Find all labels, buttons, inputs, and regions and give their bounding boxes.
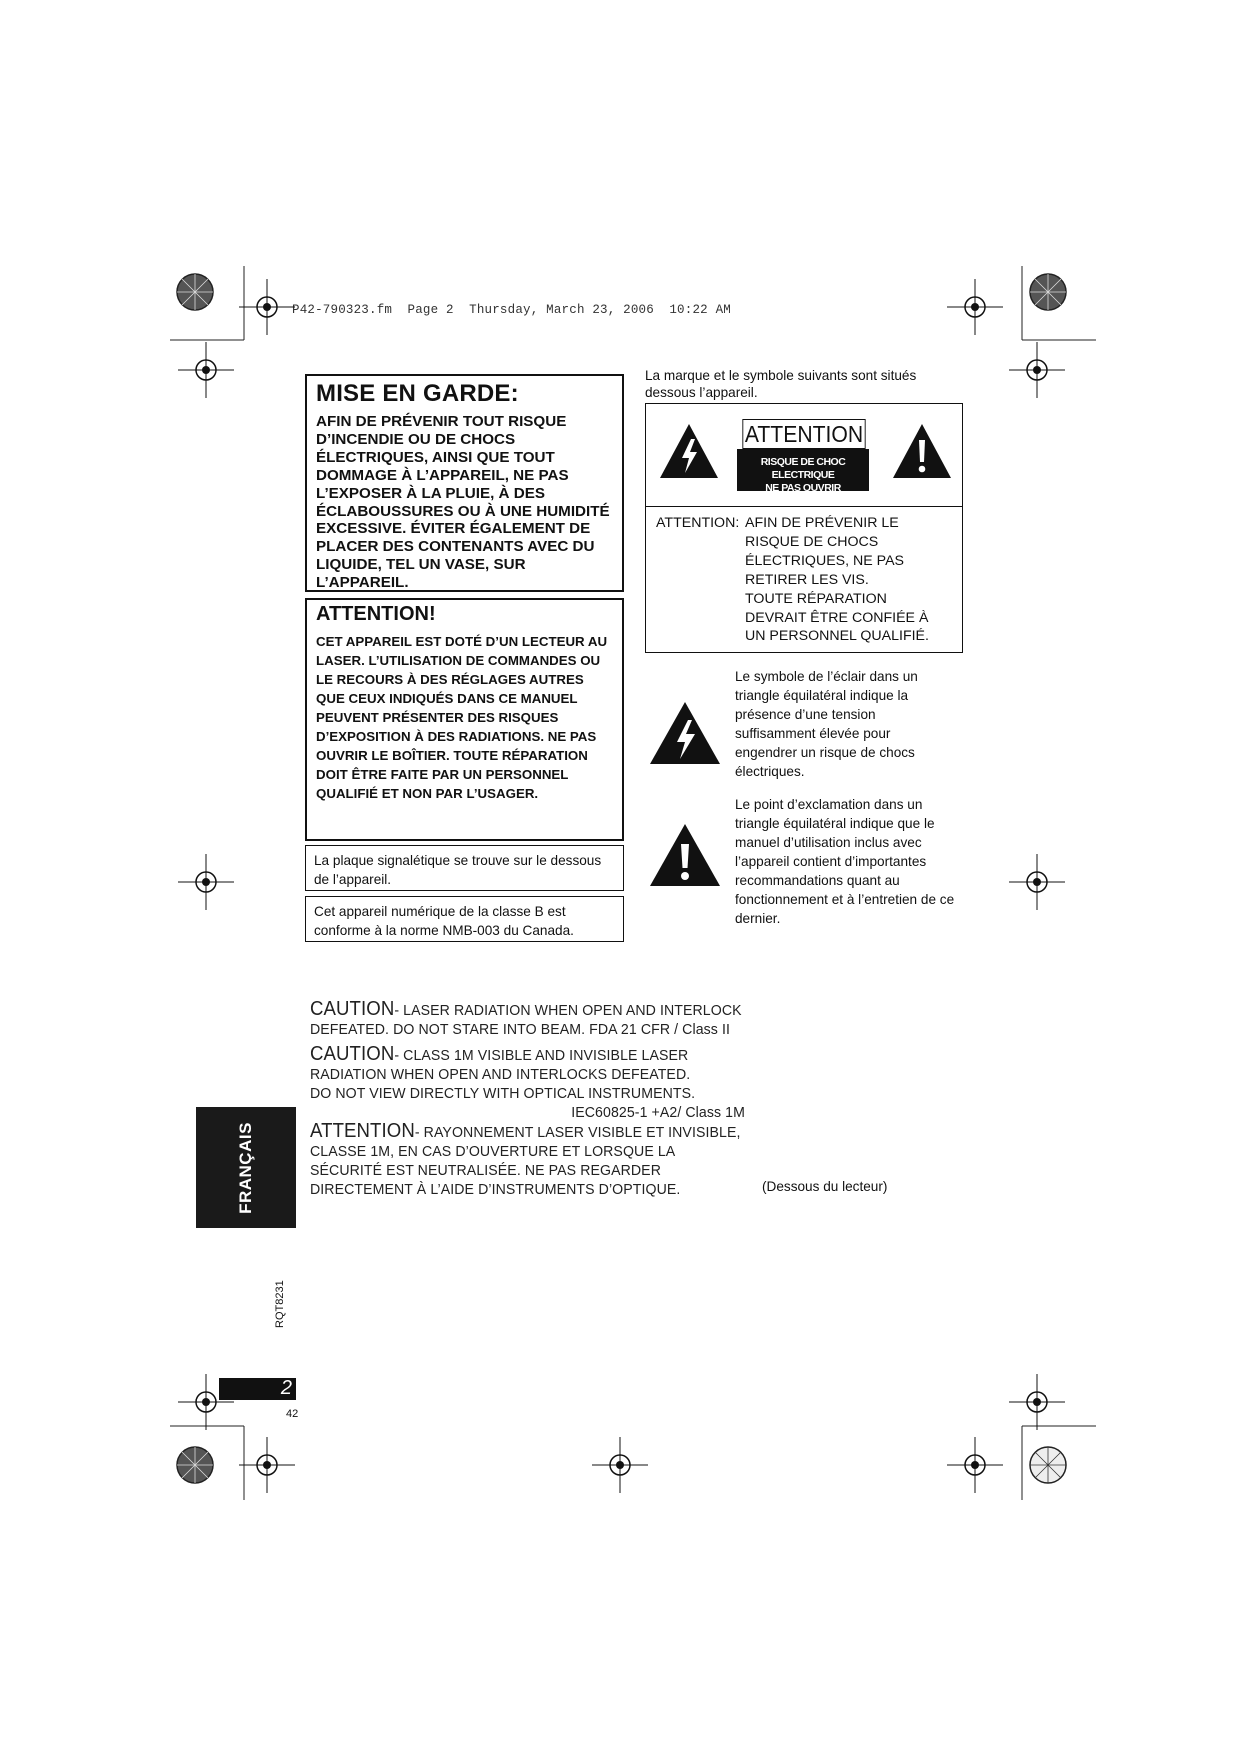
registration-mark-icon (945, 1435, 1005, 1495)
caution-line: SÉCURITÉ EST NEUTRALISÉE. NE PAS REGARDER (310, 1162, 661, 1179)
registration-mark-icon (1007, 1372, 1067, 1432)
registration-mark-icon (1007, 340, 1067, 400)
registration-mark-icon (945, 277, 1005, 337)
star-target-icon (175, 1445, 215, 1485)
plaque-note: La plaque signalétique se trouve sur le dessous de l’appareil. (305, 845, 624, 891)
caution-line: DEFEATED. DO NOT STARE INTO BEAM. FDA 21 CFR / Class II (310, 1021, 731, 1038)
caution-heading: CAUTION (310, 998, 395, 1020)
registration-mark-icon (1007, 852, 1067, 912)
label-text-line: TOUTE RÉPARATION (745, 590, 887, 607)
label-text-line: UN PERSONNEL QUALIFIÉ. (745, 628, 929, 645)
document-code: RQT8231 (274, 1280, 286, 1328)
exclamation-symbol-explanation: Le point d’exclamation dans un triangle équilatéral indique que le manuel d’utilisation inclus avec l’appareil contient d’importantes recommandations quant au fonctionnement et à l’entretien de ce dernier. (735, 797, 955, 926)
caution-heading: ATTENTION (310, 1120, 415, 1142)
label-text-lead: ATTENTION: (656, 515, 740, 531)
label-intro: La marque et le symbole suivants sont situés dessous l’appareil. (645, 368, 917, 400)
class-b-note: Cet appareil numérique de la classe B est conforme à la norme NMB-003 du Canada. (305, 896, 624, 942)
page-number-small: 42 (286, 1408, 299, 1420)
star-target-icon (1028, 1445, 1068, 1485)
attention-title: ATTENTION! (316, 603, 436, 625)
page-number: 2 (280, 1377, 292, 1399)
label-text-line: ÉLECTRIQUES, NE PAS (745, 552, 904, 569)
mise-en-garde-title: MISE EN GARDE: (316, 380, 519, 407)
star-target-icon (1028, 272, 1068, 312)
label-text-line: DEVRAIT ÊTRE CONFIÉE À (745, 609, 929, 626)
label-attention-word: ATTENTION (742, 419, 865, 449)
dessous-caption: (Dessous du lecteur) (762, 1179, 888, 1194)
caution-line: DIRECTEMENT À L’AIDE D’INSTRUMENTS D’OPTIQUE. (310, 1181, 681, 1198)
caution-line: IEC60825-1 +A2/ Class 1M (571, 1104, 745, 1121)
caution-line: - CLASS 1M VISIBLE AND INVISIBLE LASER (394, 1047, 689, 1064)
file-info-header: P42-790323.fm Page 2 Thursday, March 23, 2006 10:22 AM (292, 303, 731, 317)
star-target-icon (175, 272, 215, 312)
registration-mark-icon (176, 340, 236, 400)
registration-mark-icon (237, 1435, 297, 1495)
registration-mark-icon (590, 1435, 650, 1495)
registration-mark-icon (237, 277, 297, 337)
caution-line: - LASER RADIATION WHEN OPEN AND INTERLOCK (394, 1002, 742, 1019)
mise-en-garde-body: AFIN DE PRÉVENIR TOUT RISQUE D’INCENDIE OU DE CHOCS ÉLECTRIQUES, AINSI QUE TOUT DOMMAGE À L’APPAREIL, NE PAS L’EXPOSER À LA PLUIE, À DES ÉCLABOUSSURES OU À UNE HUMIDITÉ EXCESSIVE. ÉVITER ÉGALEMENT DE PLACER DES CONTENANTS AVEC DU LIQUIDE, TEL UN VASE, SUR L’APPAREIL. (316, 413, 610, 592)
caution-heading: CAUTION (310, 1043, 395, 1065)
language-tab-label: FRANÇAIS (236, 1121, 255, 1214)
caution-line: CLASSE 1M, EN CAS D’OUVERTURE ET LORSQUE LA (310, 1143, 676, 1160)
label-text-line: RETIRER LES VIS. (745, 571, 869, 588)
caution-line: DO NOT VIEW DIRECTLY WITH OPTICAL INSTRUMENTS. (310, 1085, 696, 1102)
label-black-line2: NE PAS OUVRIR (765, 482, 841, 494)
label-black-line1: RISQUE DE CHOC ELECTRIQUE (760, 456, 846, 481)
label-text-line: AFIN DE PRÉVENIR LE (745, 515, 899, 531)
registration-mark-icon (176, 1372, 236, 1432)
caution-line: RADIATION WHEN OPEN AND INTERLOCKS DEFEATED. (310, 1066, 691, 1083)
lightning-symbol-explanation: Le symbole de l’éclair dans un triangle équilatéral indique la présence d’une tension suffisamment élevée pour engendrer un risque de chocs électriques. (735, 669, 918, 779)
label-text-line: RISQUE DE CHOCS (745, 533, 879, 550)
registration-mark-icon (176, 852, 236, 912)
attention-body: CET APPAREIL EST DOTÉ D’UN LECTEUR AU LASER. L’UTILISATION DE COMMANDES OU LE RECOURS À DES RÉGLAGES AUTRES QUE CEUX INDIQUÉS DANS CE MANUEL PEUVENT PRÉSENTER DES RISQUES D’EXPOSITION À DES RADIATIONS. NE PAS OUVRIR LE BOÎTIER. TOUTE RÉPARATION DOIT ÊTRE FAITE PAR UN PERSONNEL QUALIFIÉ ET NON PAR L’USAGER. (316, 634, 608, 801)
caution-line: - RAYONNEMENT LASER VISIBLE ET INVISIBLE, (414, 1124, 741, 1141)
